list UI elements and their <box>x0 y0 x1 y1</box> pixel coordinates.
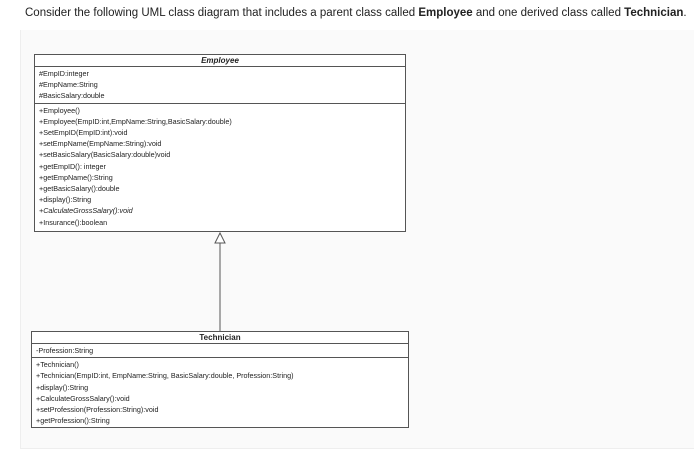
technician-attribute: -Profession:String <box>36 346 94 355</box>
employee-class <box>34 54 406 232</box>
employee-method: +getBasicSalary():double <box>39 184 120 194</box>
employee-method: +Employee() <box>39 105 80 115</box>
employee-attribute: #EmpID:integer <box>39 69 89 78</box>
employee-attributes <box>35 67 405 104</box>
question-part-2: and one derived class called <box>472 7 625 19</box>
employee-method: +display():String <box>39 195 92 205</box>
employee-method: +SetEmpID(EmpID:int):void <box>39 128 128 138</box>
employee-method-abstract: +CalculateGrossSalary():void <box>39 206 133 216</box>
employee-method: +getEmpName():String <box>39 172 113 182</box>
technician-methods <box>32 358 408 427</box>
technician-method: +CalculateGrossSalary():void <box>36 393 130 403</box>
technician-method: +setProfession(Profession:String):void <box>36 405 159 415</box>
technician-method: +display():String <box>36 382 89 392</box>
employee-method: +Employee(EmpID:int,EmpName:String,BasicSalary:double) <box>39 116 232 126</box>
employee-attribute: #BasicSalary:double <box>39 91 105 101</box>
employee-method: +setEmpName(EmpName:String):void <box>39 139 162 149</box>
employee-method: +Insurance():boolean <box>39 217 108 227</box>
employee-methods <box>35 104 405 229</box>
technician-class-name: Technician <box>32 332 408 344</box>
question-text <box>25 7 687 19</box>
technician-attributes <box>32 344 408 358</box>
employee-method: +setBasicSalary(BasicSalary:double)void <box>39 150 171 160</box>
child-class-name: Technician <box>624 7 684 19</box>
employee-attribute: #EmpName:String <box>39 80 98 90</box>
question-part-3: . <box>683 7 687 19</box>
technician-method: +Technician(EmpID:int, EmpName:String, BasicSalary:double, Profession:String) <box>36 371 294 381</box>
employee-method: +getEmpID(): integer <box>39 161 106 171</box>
technician-class <box>31 331 409 428</box>
technician-method: +getProfession():String <box>36 416 110 426</box>
employee-class-name: Employee <box>35 55 405 67</box>
technician-method: +Technician() <box>36 360 79 370</box>
parent-class-name: Employee <box>418 7 473 19</box>
question-part-1: Consider the following UML class diagram that includes a parent class called <box>25 7 419 19</box>
